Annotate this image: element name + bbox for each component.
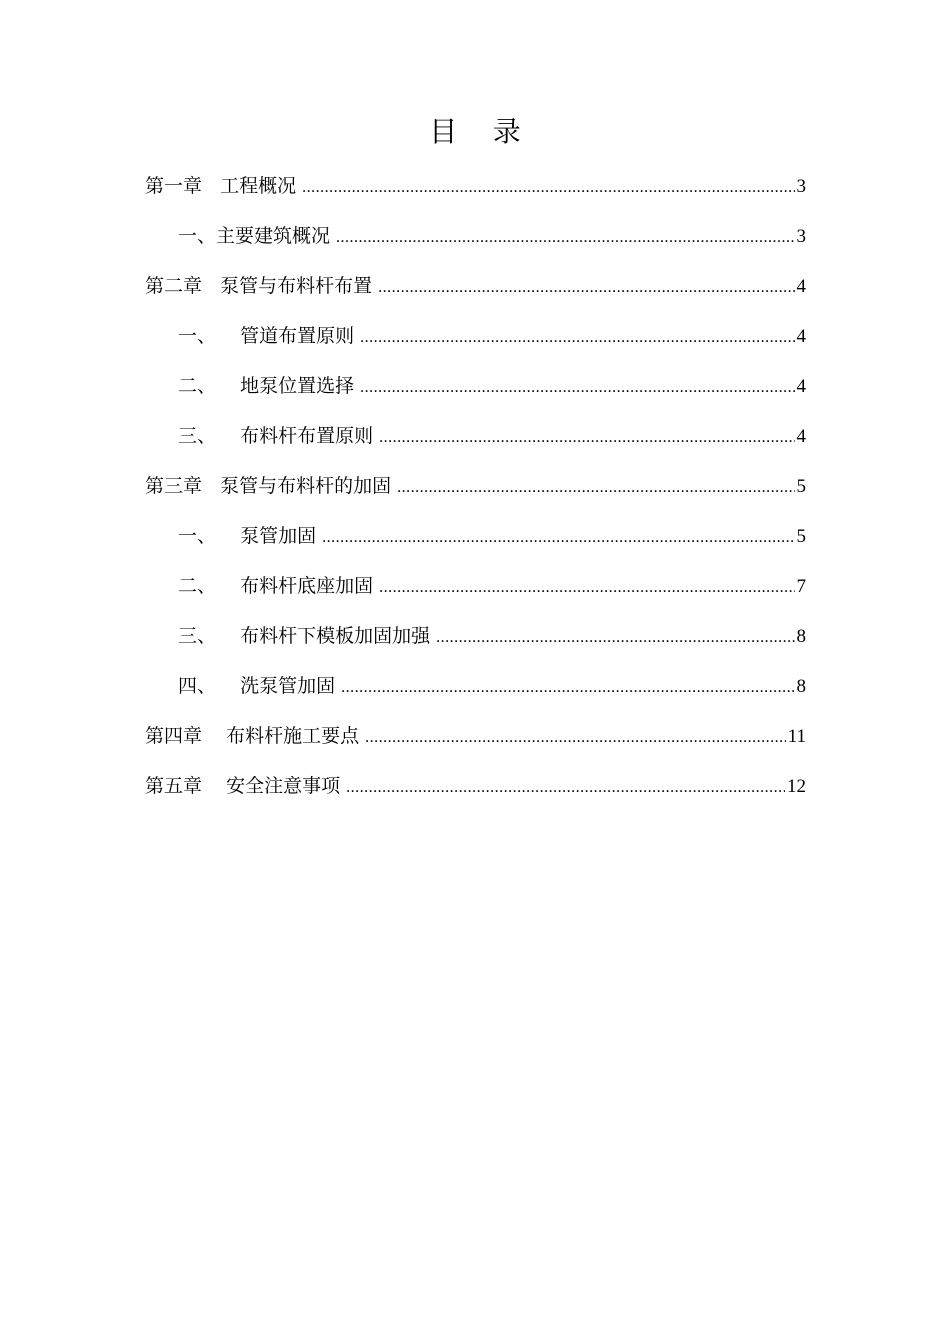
toc-page-number: 3	[796, 226, 806, 247]
toc-page-number: 5	[796, 476, 806, 497]
toc-entry-text: 第二章 泵管与布料杆布置	[145, 275, 373, 297]
toc-page-number: 11	[787, 726, 806, 747]
toc-entry-text: 一、 管道布置原则	[178, 325, 355, 347]
toc-entry-section-2-3[interactable]	[145, 418, 806, 468]
toc-entry-text: 一、 泵管加固	[178, 525, 317, 547]
dot-leader	[322, 520, 794, 556]
toc-page-number: 12	[787, 776, 806, 797]
toc-page-number: 8	[796, 626, 806, 647]
toc-page-number: 4	[796, 426, 806, 447]
dot-leader	[360, 370, 794, 406]
toc-entry-section-2-1[interactable]	[145, 318, 806, 368]
dot-leader	[346, 770, 785, 806]
toc-entry-chapter-4[interactable]	[145, 718, 806, 768]
toc-entry-section-3-1[interactable]	[145, 518, 806, 568]
toc-page-number: 3	[796, 176, 806, 197]
dot-leader	[378, 270, 794, 306]
toc-entry-chapter-3[interactable]	[145, 468, 806, 518]
toc-entry-section-2-2[interactable]	[145, 368, 806, 418]
dot-leader	[336, 220, 794, 256]
toc-entry-section-3-4[interactable]	[145, 668, 806, 718]
toc-entry-text: 二、 地泵位置选择	[178, 375, 355, 397]
dot-leader	[379, 420, 794, 456]
dot-leader	[365, 720, 786, 756]
dot-leader	[341, 670, 794, 706]
toc-page-number: 4	[796, 276, 806, 297]
toc-page-number: 4	[796, 326, 806, 347]
toc-page-number: 7	[796, 576, 806, 597]
toc-list	[145, 168, 806, 818]
toc-entry-section-3-2[interactable]	[145, 568, 806, 618]
toc-page-number: 8	[796, 676, 806, 697]
toc-entry-text: 第四章 布料杆施工要点	[145, 725, 360, 747]
dot-leader	[397, 470, 794, 506]
dot-leader	[360, 320, 794, 356]
toc-title: 目 录	[429, 115, 521, 148]
toc-entry-section-3-3[interactable]	[145, 618, 806, 668]
toc-entry-text: 三、 布料杆布置原则	[178, 425, 374, 447]
toc-page-number: 5	[796, 526, 806, 547]
toc-entry-chapter-5[interactable]	[145, 768, 806, 818]
toc-entry-chapter-1[interactable]	[145, 168, 806, 218]
toc-entry-chapter-2[interactable]	[145, 268, 806, 318]
dot-leader	[379, 570, 794, 606]
dot-leader	[436, 620, 794, 656]
toc-entry-text: 四、 洗泵管加固	[178, 675, 336, 697]
toc-entry-text: 一、主要建筑概况	[178, 225, 331, 247]
toc-entry-text: 第五章 安全注意事项	[145, 775, 341, 797]
dot-leader	[302, 170, 794, 206]
toc-entry-text: 第一章 工程概况	[145, 175, 297, 197]
toc-entry-text: 三、 布料杆下模板加固加强	[178, 625, 431, 647]
toc-entry-text: 二、 布料杆底座加固	[178, 575, 374, 597]
toc-entry-text: 第三章 泵管与布料杆的加固	[145, 475, 392, 497]
toc-entry-section-1-1[interactable]	[145, 218, 806, 268]
toc-page-number: 4	[796, 376, 806, 397]
